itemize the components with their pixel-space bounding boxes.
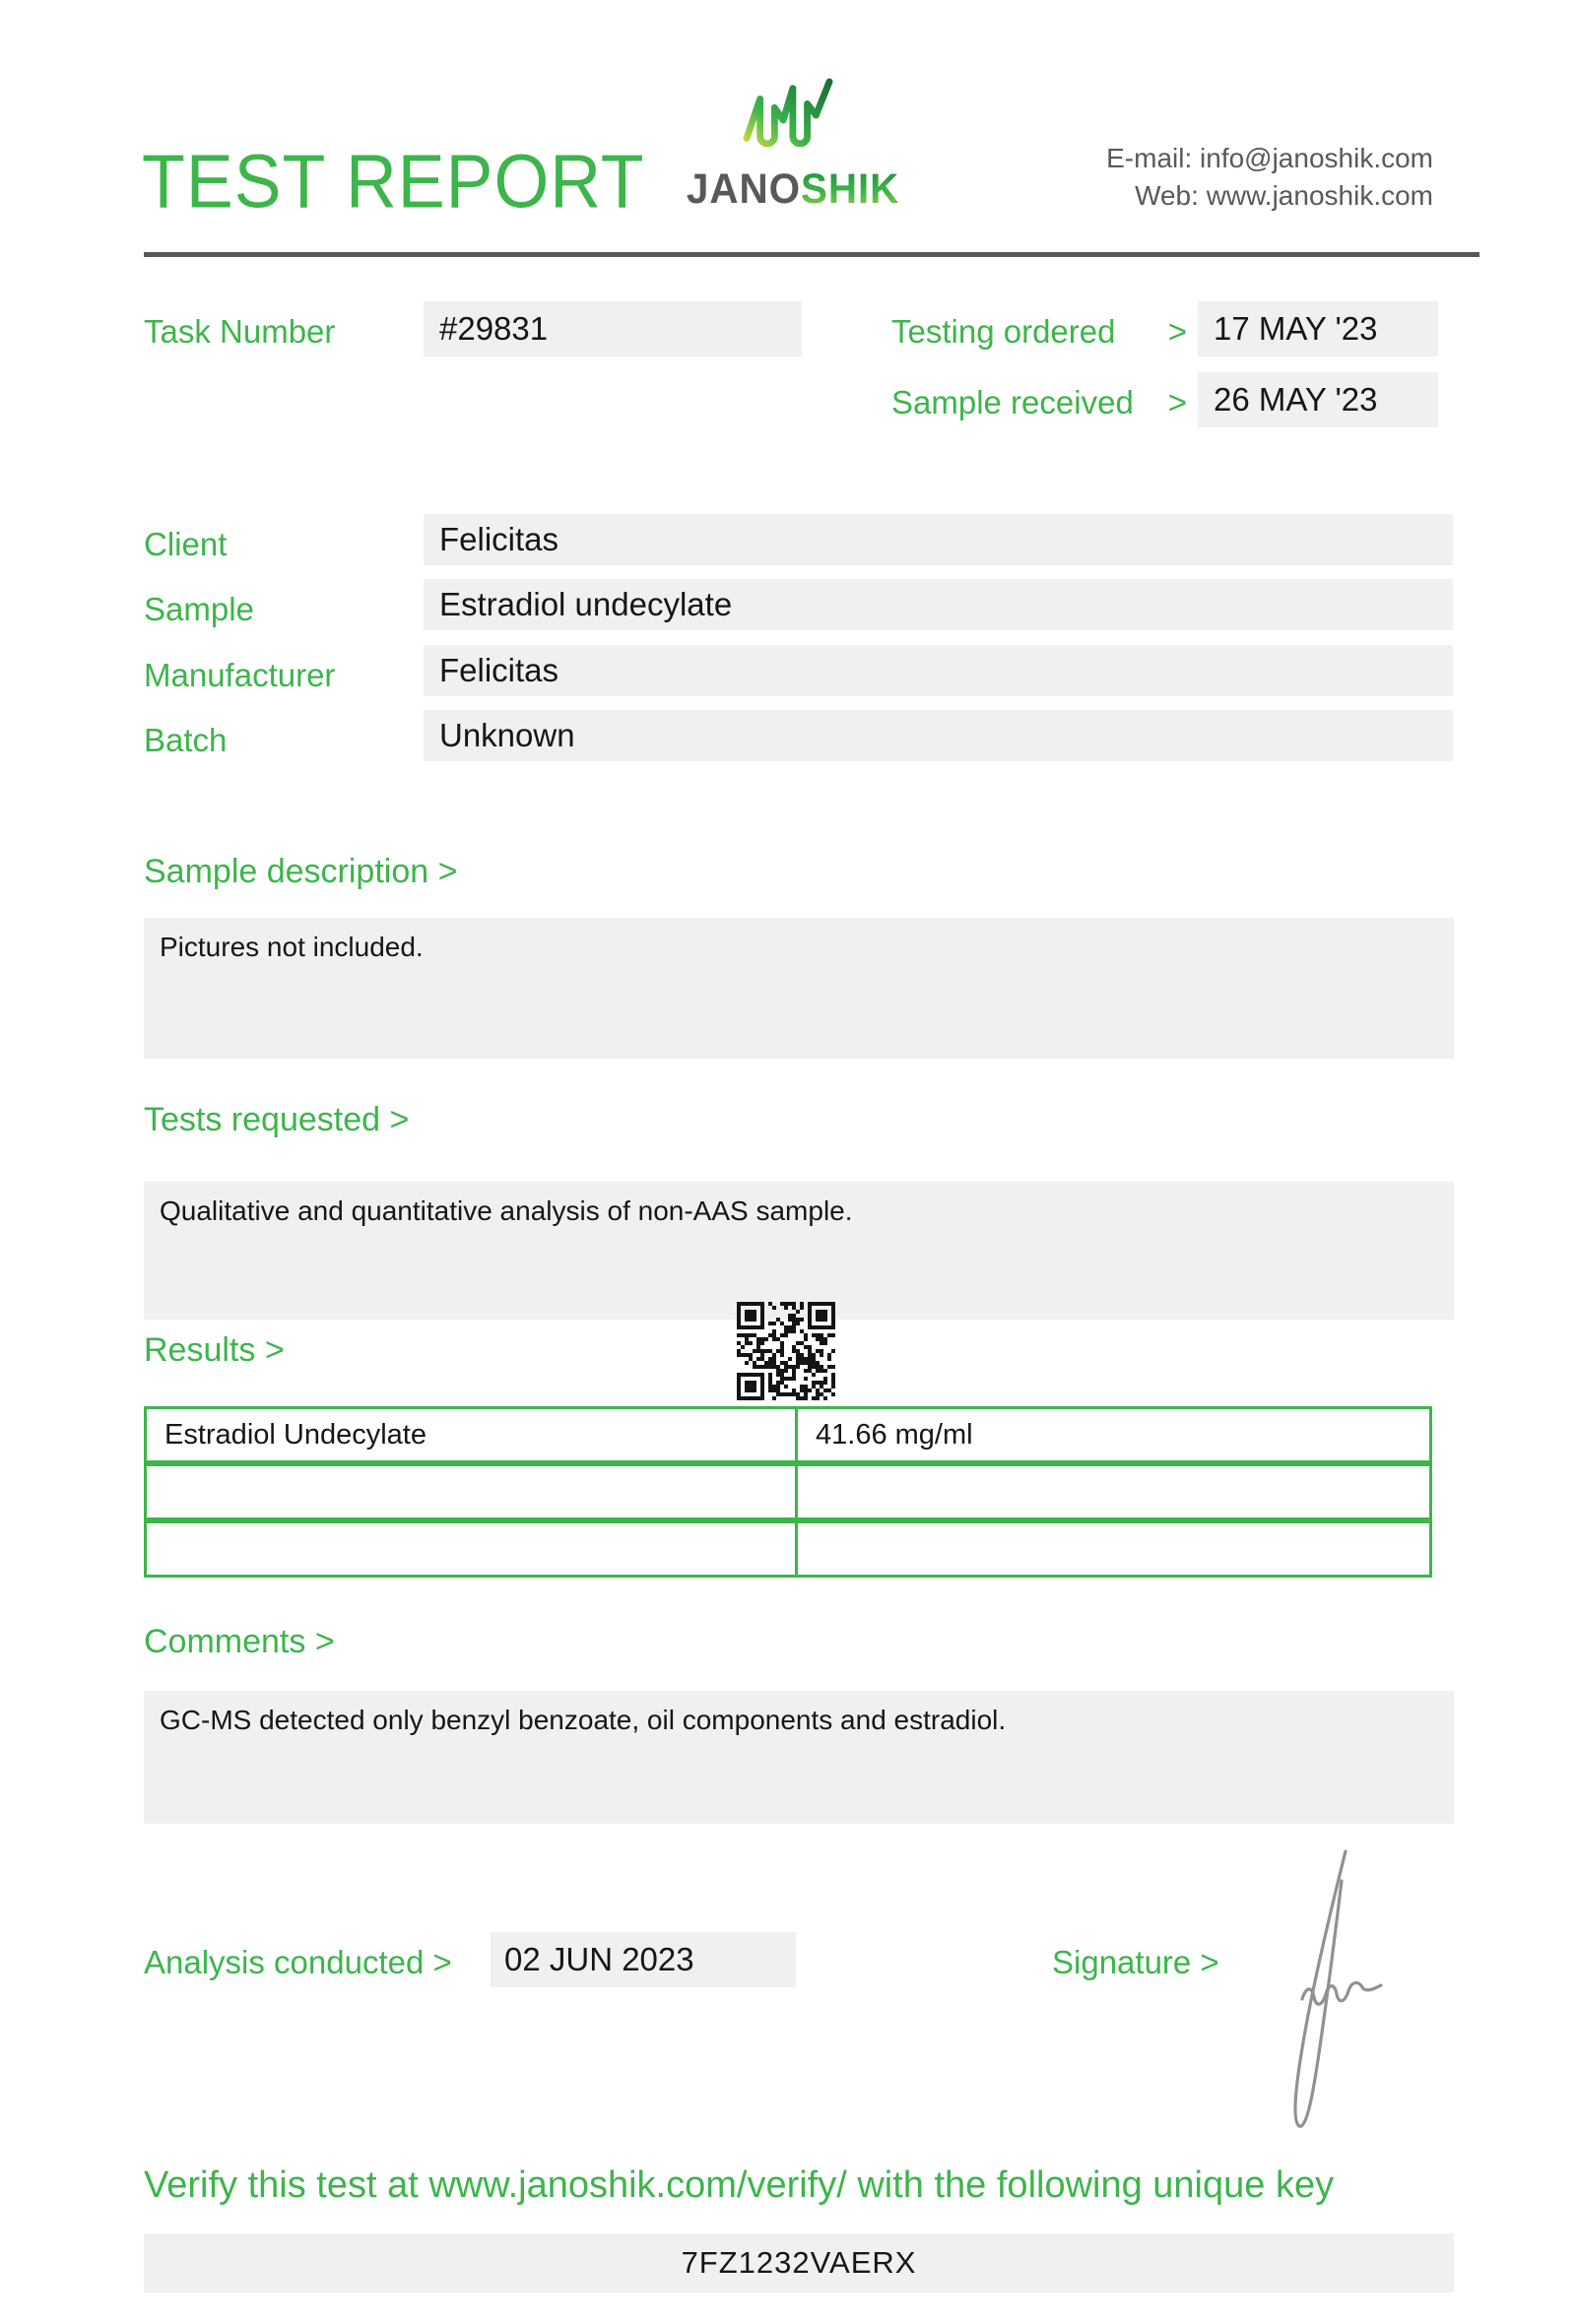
testing-ordered-label-row <box>891 313 1187 351</box>
results-heading: Results > <box>144 1331 285 1369</box>
result-value-cell <box>798 1409 1429 1460</box>
results-table-row <box>144 1520 1432 1578</box>
result-value: 41.66 mg/ml <box>816 1418 973 1451</box>
result-analyte-cell <box>147 1466 798 1517</box>
web-line: Web: www.janoshik.com <box>1135 180 1433 211</box>
analysis-date-value: 02 JUN 2023 <box>504 1941 694 1977</box>
sample-received-label-row <box>891 384 1187 421</box>
client-label: Client <box>144 526 228 562</box>
comments-text: GC-MS detected only benzyl benzoate, oil components and estradiol. <box>160 1705 1007 1735</box>
janoshik-wordmark <box>687 165 899 214</box>
signature-scribble <box>1263 1840 1401 2145</box>
testing-ordered-value: 17 MAY '23 <box>1214 310 1378 347</box>
tests-requested-heading: Tests requested > <box>144 1101 410 1138</box>
sample-received-arrow: > <box>1167 384 1187 420</box>
result-analyte-cell <box>147 1409 798 1460</box>
batch-value: Unknown <box>439 717 575 753</box>
wordmark-shik: SHIK <box>800 165 900 213</box>
email-line: E-mail: info@janoshik.com <box>1106 143 1433 173</box>
comments-heading: Comments > <box>144 1623 335 1660</box>
sample-description-heading: Sample description > <box>144 853 458 890</box>
page-title: TEST REPORT <box>142 139 645 225</box>
manufacturer-value: Felicitas <box>439 652 559 688</box>
manufacturer-field <box>424 645 1453 696</box>
client-value: Felicitas <box>439 521 559 557</box>
task-number-label: Task Number <box>144 313 336 350</box>
task-number-field <box>424 301 802 356</box>
result-analyte-cell <box>147 1523 798 1575</box>
testing-ordered-field <box>1198 301 1438 356</box>
qr-code-icon <box>737 1302 835 1400</box>
signature-label: Signature > <box>1052 1944 1219 1980</box>
results-table-row <box>144 1463 1432 1520</box>
sample-label: Sample <box>144 591 254 627</box>
verify-instruction: Verify this test at www.janoshik.com/verify/ with the following unique key <box>144 2164 1335 2206</box>
janoshik-chart-logo-icon <box>741 77 835 163</box>
results-table-row <box>144 1406 1432 1463</box>
analysis-date-field <box>491 1932 796 1987</box>
sample-received-field <box>1198 372 1438 427</box>
result-analyte: Estradiol Undecylate <box>164 1418 427 1451</box>
sample-received-value: 26 MAY '23 <box>1214 381 1378 418</box>
testing-ordered-arrow: > <box>1167 313 1187 350</box>
sample-description-text: Pictures not included. <box>160 932 424 962</box>
comments-box <box>144 1691 1454 1824</box>
wordmark-jano: JANO <box>686 165 801 213</box>
verify-key-box <box>144 2233 1454 2292</box>
tests-requested-text: Qualitative and quantitative analysis of non-AAS sample. <box>160 1195 853 1226</box>
batch-field <box>424 710 1453 761</box>
result-value-cell <box>798 1466 1429 1517</box>
sample-field <box>424 579 1453 630</box>
task-number-value: #29831 <box>439 310 549 347</box>
contact-block <box>1106 140 1433 215</box>
result-value-cell <box>798 1523 1429 1575</box>
sample-description-box <box>144 918 1454 1059</box>
sample-received-label: Sample received <box>891 384 1134 420</box>
testing-ordered-label: Testing ordered <box>891 313 1116 350</box>
batch-label: Batch <box>144 722 228 758</box>
analysis-conducted-label: Analysis conducted > <box>144 1944 452 1980</box>
header-divider <box>144 252 1479 257</box>
sample-value: Estradiol undecylate <box>439 586 733 622</box>
verify-key-value: 7FZ1232VAERX <box>681 2245 917 2280</box>
client-field <box>424 514 1453 565</box>
manufacturer-label: Manufacturer <box>144 657 336 693</box>
tests-requested-box <box>144 1182 1454 1320</box>
